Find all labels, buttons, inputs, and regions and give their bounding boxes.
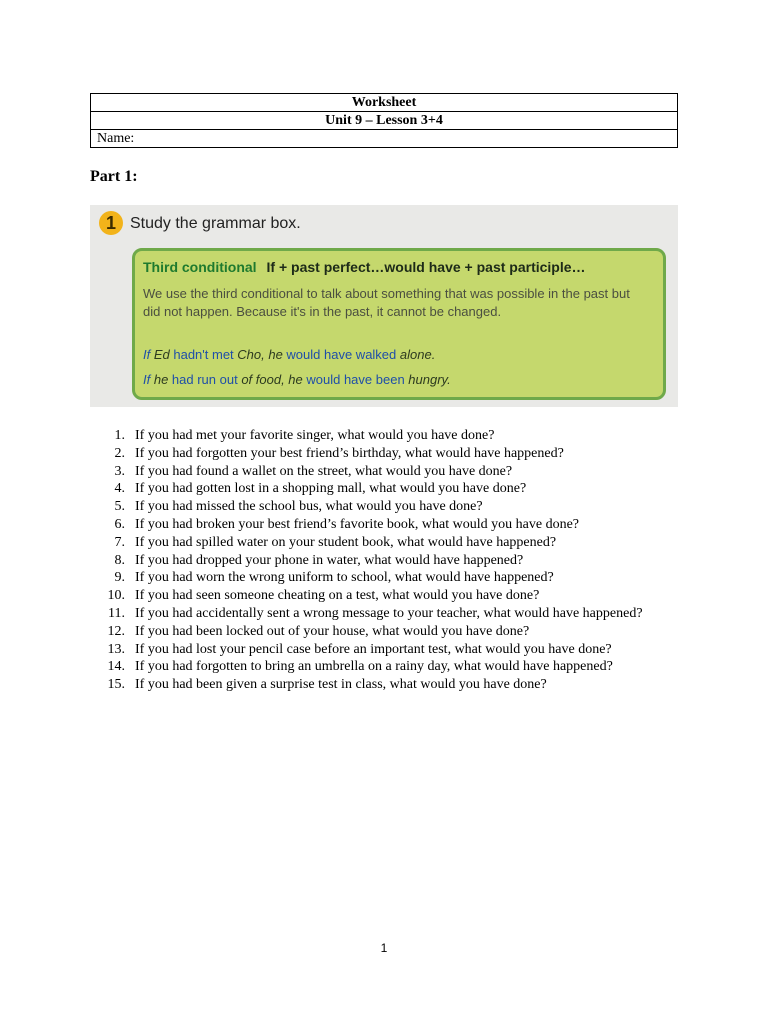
question-text: If you had seen someone cheating on a test, what would you have done?: [135, 588, 540, 604]
question-text: If you had accidentally sent a wrong message to your teacher, what would have happened?: [135, 605, 643, 621]
example-verb: hadn't met: [173, 347, 234, 362]
question-number: 9.: [114, 570, 125, 586]
part-title: Part 1:: [90, 168, 138, 185]
example-text: alone.: [396, 347, 436, 362]
example-verb: would have been: [306, 372, 405, 387]
question-item: [100, 676, 660, 694]
question-item: [100, 445, 660, 463]
header-row-lesson: [91, 112, 678, 130]
question-item: [100, 534, 660, 552]
question-number: 2.: [114, 445, 125, 461]
question-number: 15.: [107, 677, 125, 693]
question-text: If you had spilled water on your student book, what would have happened?: [135, 534, 557, 550]
worksheet-header-table: [90, 93, 678, 148]
example-text: he: [150, 372, 172, 387]
name-label: Name:: [91, 130, 678, 148]
step-number-badge: 1: [99, 211, 123, 235]
question-number: 5.: [114, 499, 125, 515]
question-text: If you had worn the wrong uniform to school, what would have happened?: [135, 570, 554, 586]
question-number: 13.: [107, 641, 125, 657]
grammar-box: [132, 248, 666, 400]
question-list: [100, 427, 660, 694]
question-item: [100, 641, 660, 659]
question-text: If you had found a wallet on the street, what would you have done?: [135, 463, 513, 479]
example-text: Ed: [150, 347, 174, 362]
question-item: [100, 605, 660, 623]
question-item: [100, 587, 660, 605]
question-number: 4.: [114, 481, 125, 497]
grammar-example-1: [143, 347, 435, 362]
question-text: If you had been given a surprise test in class, what would you have done?: [135, 677, 547, 693]
example-text: hungry.: [404, 372, 451, 387]
question-number: 14.: [107, 659, 125, 675]
question-item: [100, 658, 660, 676]
grammar-formula: If + past perfect…would have + past participle…: [266, 259, 586, 275]
example-text: of food, he: [237, 372, 307, 387]
question-number: 7.: [114, 534, 125, 550]
question-text: If you had missed the school bus, what would you have done?: [135, 499, 483, 515]
question-number: 12.: [107, 623, 125, 639]
question-text: If you had broken your best friend’s favorite book, what would you have done?: [135, 516, 579, 532]
question-item: [100, 569, 660, 587]
grammar-image: [90, 205, 678, 407]
grammar-box-heading: [143, 259, 586, 275]
question-number: 11.: [108, 605, 125, 621]
worksheet-title: Worksheet: [91, 94, 678, 112]
question-text: If you had gotten lost in a shopping mall, what would you have done?: [135, 481, 527, 497]
header-row-name: [91, 130, 678, 148]
question-number: 3.: [114, 463, 125, 479]
example-text: Cho, he: [233, 347, 287, 362]
question-item: [100, 498, 660, 516]
lesson-label: Unit 9 – Lesson 3+4: [91, 112, 678, 130]
question-item: [100, 516, 660, 534]
step-title: Study the grammar box.: [130, 215, 301, 232]
example-if: If: [143, 372, 151, 387]
question-number: 10.: [107, 588, 125, 604]
header-row-title: [91, 94, 678, 112]
grammar-example-2: [143, 372, 451, 387]
question-item: [100, 552, 660, 570]
question-item: [100, 463, 660, 481]
example-if: If: [143, 347, 151, 362]
question-text: If you had forgotten your best friend’s birthday, what would have happened?: [135, 445, 564, 461]
grammar-description: We use the third conditional to talk about something that was possible in the past but did not happen. Because it's in the past, it cannot be changed.: [143, 286, 630, 319]
question-number: 6.: [114, 516, 125, 532]
question-number: 8.: [114, 552, 125, 568]
question-item: [100, 480, 660, 498]
question-number: 1.: [114, 428, 125, 443]
question-text: If you had met your favorite singer, what would you have done?: [135, 428, 495, 443]
example-verb: had run out: [171, 372, 238, 387]
page-number: 1: [380, 941, 388, 955]
question-text: If you had lost your pencil case before an important test, what would you have done?: [135, 641, 612, 657]
question-text: If you had forgotten to bring an umbrella on a rainy day, what would have happened?: [135, 659, 613, 675]
question-text: If you had dropped your phone in water, what would have happened?: [135, 552, 524, 568]
question-item: [100, 623, 660, 641]
example-verb: would have walked: [286, 347, 397, 362]
question-text: If you had been locked out of your house, what would you have done?: [135, 623, 530, 639]
question-item: [100, 427, 660, 445]
grammar-box-title: Third conditional: [143, 259, 257, 275]
